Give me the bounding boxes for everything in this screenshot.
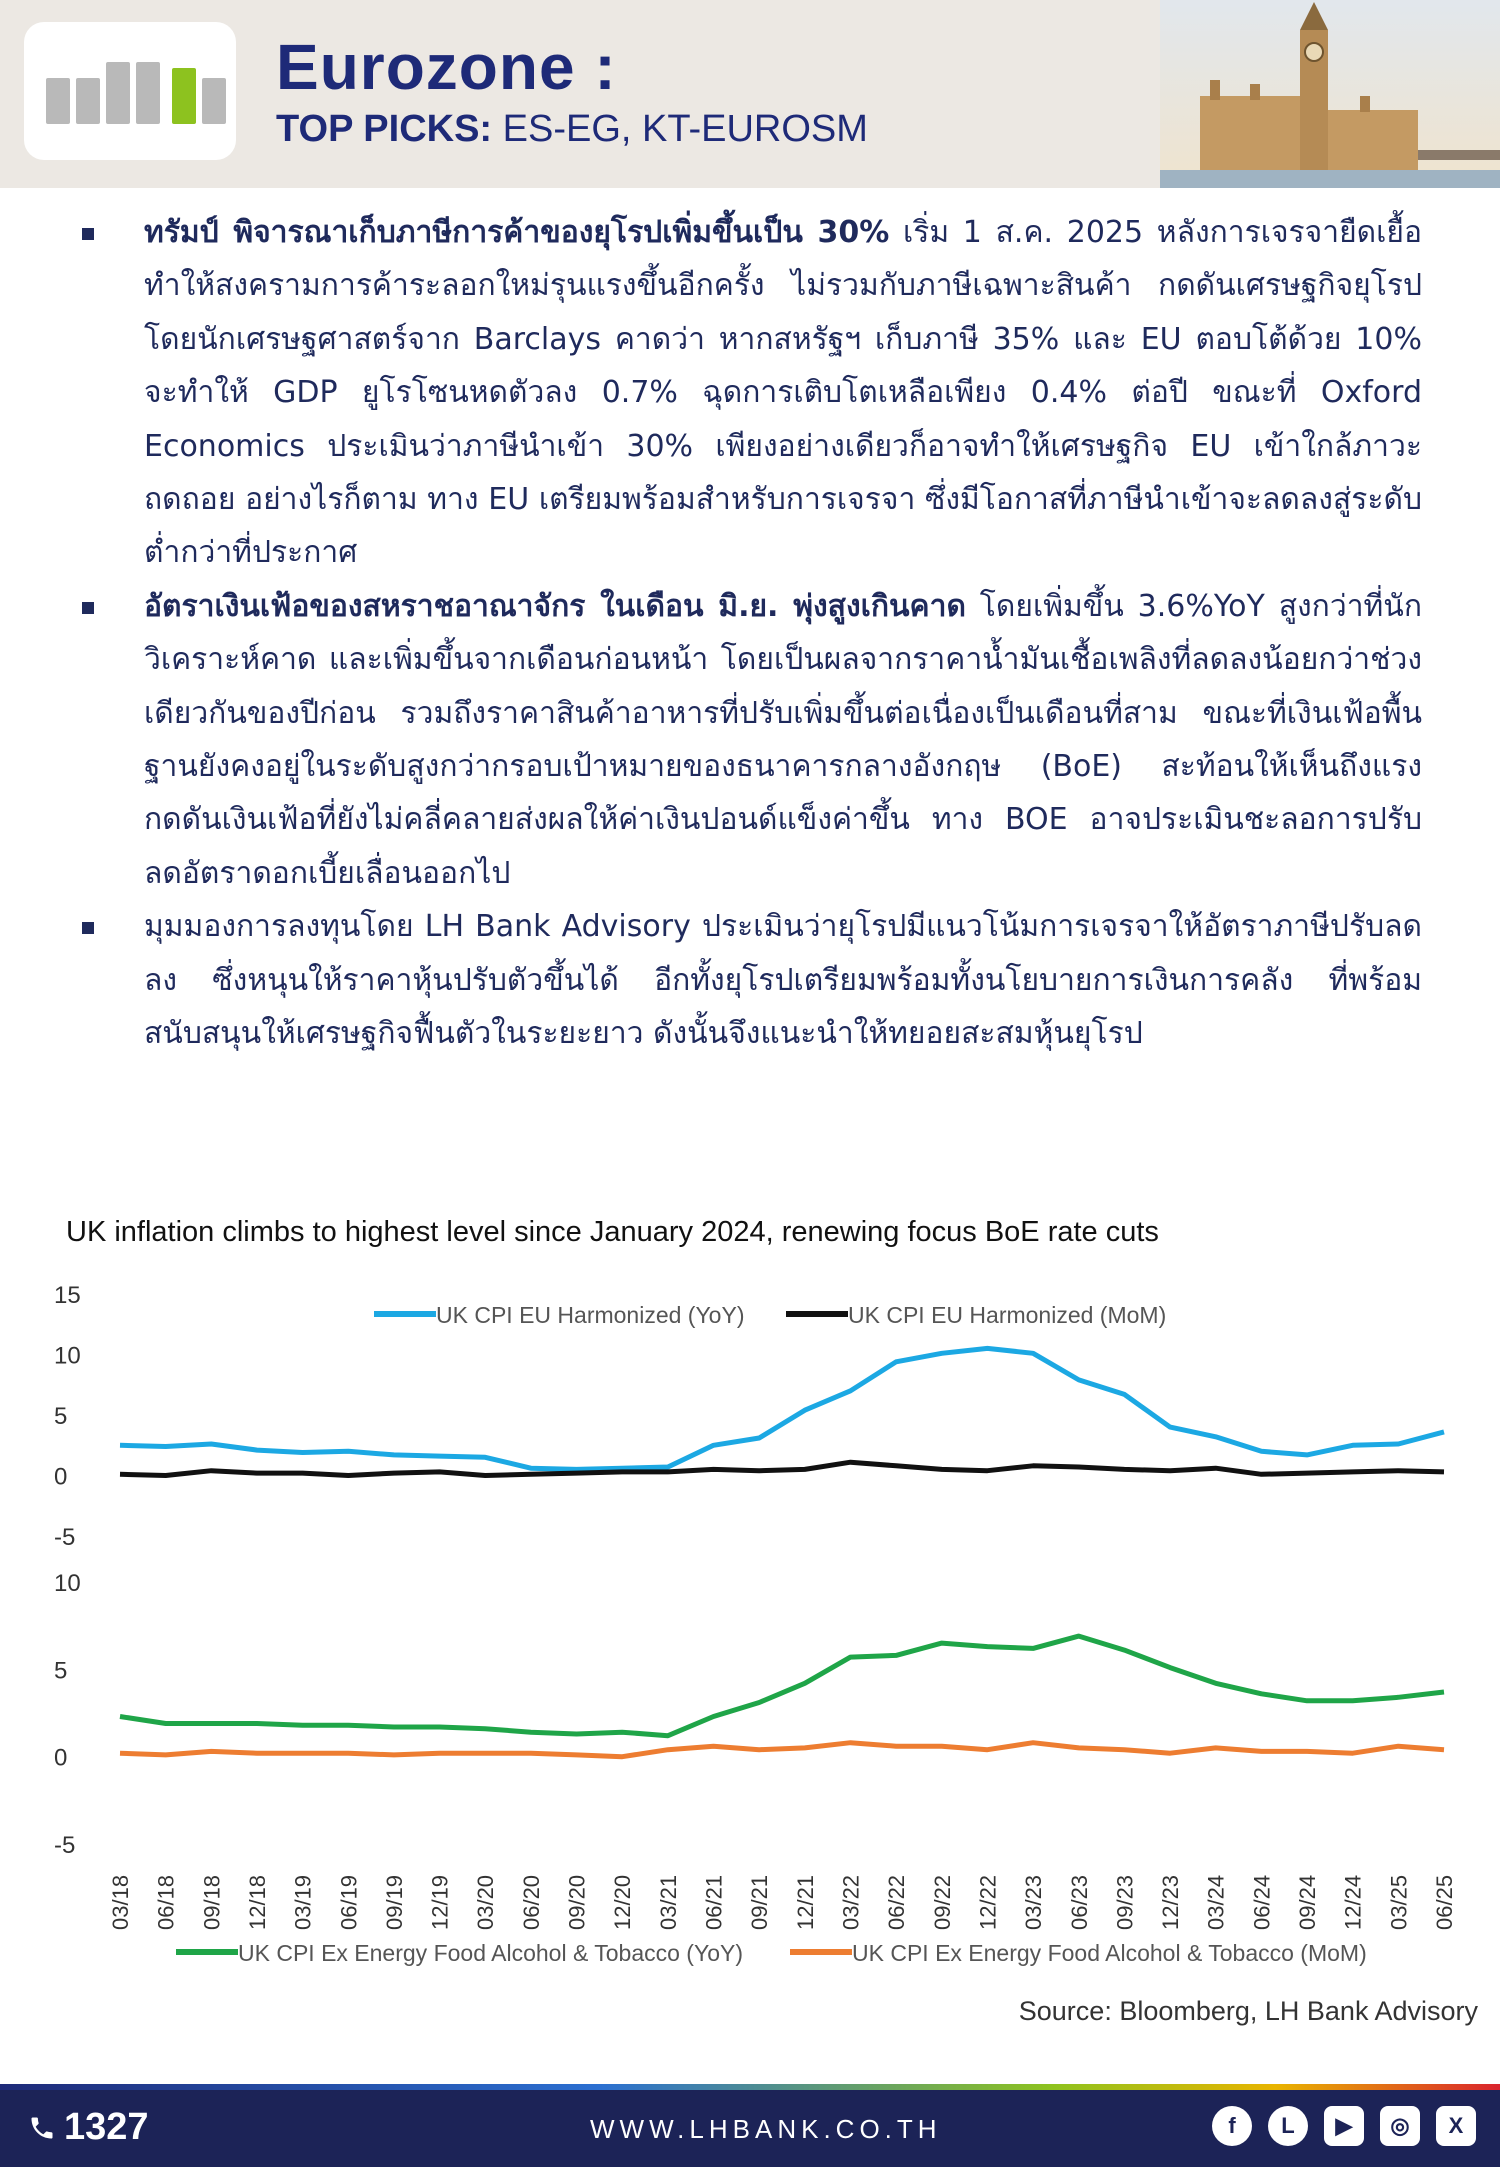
phone-contact[interactable] (28, 2106, 149, 2149)
y-tick-label: 0 (54, 1463, 68, 1491)
y-tick-label: 15 (54, 1282, 81, 1309)
legend-label: UK CPI Ex Energy Food Alcohol & Tobacco (YoY) (238, 1940, 743, 1966)
y-tick-label: 5 (54, 1657, 68, 1685)
x-tick-label: 12/21 (792, 1874, 818, 1930)
x-tick-label: 06/25 (1432, 1874, 1457, 1930)
logo-bar (202, 78, 226, 124)
youtube-icon[interactable]: ▶ (1324, 2106, 1364, 2146)
x-tick-label: 06/23 (1066, 1874, 1092, 1930)
subtitle-rest: ES-EG, KT-EUROSM (492, 108, 868, 150)
bullet-list (82, 206, 1422, 1061)
x-tick-label: 09/19 (381, 1874, 407, 1930)
bullet-item (82, 900, 1422, 1060)
page-title: Eurozone : (276, 31, 617, 103)
chart-source: Source: Bloomberg, LH Bank Advisory (1018, 1996, 1478, 2026)
x-tick-label: 12/22 (975, 1874, 1001, 1930)
x-tick-label: 12/24 (1340, 1874, 1366, 1930)
subtitle-bold: TOP PICKS: (276, 108, 493, 150)
bullet-heading: ทรัมป์ พิจารณาเก็บภาษีการค้าของยุโรปเพิ่มขึ้นเป็น 30% (144, 215, 890, 250)
bullet-heading: อัตราเงินเฟ้อของสหราชอาณาจักร ในเดือน มิ.ย. พุ่งสูงเกินคาด (144, 588, 966, 624)
y-tick-label: -5 (54, 1524, 76, 1551)
phone-number: 1327 (64, 2106, 149, 2148)
inflation-chart (0, 1270, 1500, 1970)
x-tick-label: 12/20 (610, 1874, 636, 1930)
london-skyline-image (1160, 0, 1500, 188)
x-tick-label: 09/24 (1295, 1874, 1321, 1930)
x-tick-label: 06/22 (884, 1874, 910, 1930)
y-tick-label: 0 (54, 1744, 68, 1772)
bullet-item (82, 206, 1422, 580)
series-line (120, 1743, 1444, 1757)
y-tick-label: 10 (54, 1570, 81, 1597)
logo-bar (106, 62, 130, 124)
x-tick-label: 03/19 (290, 1874, 316, 1930)
facebook-icon[interactable]: f (1212, 2106, 1252, 2146)
instagram-icon[interactable]: ◎ (1380, 2106, 1420, 2146)
x-tick-label: 03/23 (1021, 1874, 1047, 1930)
x-tick-label: 12/23 (1158, 1874, 1184, 1930)
chart-title: UK inflation climbs to highest level since January 2024, renewing focus BoE rate cuts (66, 1216, 1159, 1248)
legend-label: UK CPI EU Harmonized (MoM) (848, 1302, 1167, 1328)
x-tick-label: 09/23 (1112, 1874, 1138, 1930)
x-tick-label: 06/19 (336, 1874, 362, 1930)
line-icon[interactable]: L (1268, 2106, 1308, 2146)
logo-bar (76, 78, 100, 124)
x-tick-label: 09/18 (199, 1874, 225, 1930)
social-links (1212, 2106, 1476, 2146)
series-line (120, 1636, 1444, 1736)
x-icon[interactable]: X (1436, 2106, 1476, 2146)
bullet-item (82, 580, 1422, 900)
bullet-text: มุมมองการลงทุนโดย LH Bank Advisory ประเมินว่ายุโรปมีแนวโน้มการเจรจาให้อัตราภาษีปรับลดลง ซึ่งหนุนให้ราคาหุ้นปรับตัวขึ้นได้ อีกทั้งยุโรปเตรียมพร้อมทั้งนโยบายการเงินการคลัง ที่พร้อมสนับสนุนให้เศรษฐกิจฟื้นตัวในระยะยาว ดังนั้นจึงแนะนำให้ทยอยสะสมหุ้นยุโรป (144, 909, 1422, 1052)
y-tick-label: 10 (54, 1342, 81, 1370)
x-tick-label: 03/25 (1386, 1874, 1412, 1930)
x-tick-label: 03/24 (1203, 1874, 1229, 1930)
legend-label: UK CPI EU Harmonized (YoY) (436, 1302, 745, 1328)
series-line (120, 1462, 1444, 1475)
bullet-text: โดยเพิ่มขึ้น 3.6%YoY สูงกว่าที่นักวิเคราะห์คาด และเพิ่มขึ้นจากเดือนก่อนหน้า โดยเป็นผลจากราคาน้ำมันเชื้อเพลิงที่ลดลงน้อยกว่าช่วงเดียวกันของปีก่อน รวมถึงราคาสินค้าอาหารที่ปรับเพิ่มขึ้นต่อเนื่องเป็นเดือนที่สาม ขณะที่เงินเฟ้อพื้นฐานยังคงอยู่ในระดับสูงกว่ากรอบเป้าหมายของธนาคารกลางอังกฤษ (BoE) สะท้อนให้เห็นถึงแรงกดดันเงินเฟ้อที่ยังไม่คลี่คลายส่งผลให้ค่าเงินปอนด์แข็งค่าขึ้น ทาง BOE อาจประเมินชะลอการปรับลดอัตราดอกเบี้ยเลื่อนออกไป (144, 588, 1422, 891)
y-tick-label: 5 (54, 1403, 68, 1430)
x-tick-label: 06/20 (518, 1874, 544, 1930)
x-tick-label: 12/19 (427, 1874, 453, 1930)
page-subtitle (276, 108, 868, 151)
x-tick-label: 09/20 (564, 1874, 590, 1930)
bullet-text: เริ่ม 1 ส.ค. 2025 หลังการเจรจายืดเยื้อ ทำให้สงครามการค้าระลอกใหม่รุนแรงขึ้นอีกครั้ง ไม่รวมกับภาษีเฉพาะสินค้า กดดันเศรษฐกิจยุโรป โดยนักเศรษฐศาสตร์จาก Barclays คาดว่า หากสหรัฐฯ เก็บภาษี 35% และ EU ตอบโต้ด้วย 10% จะทำให้ GDP ยูโรโซนหดตัวลง 0.7% ฉุดการเติบโตเหลือเพียง 0.4% ต่อปี ขณะที่ Oxford Economics ประเมินว่าภาษีนำเข้า 30% เพียงอย่างเดียวก็อาจทำให้เศรษฐกิจ EU เข้าใกล้ภาวะถดถอย อย่างไรก็ตาม ทาง EU เตรียมพร้อมสำหรับการเจรจา ซึ่งมีโอกาสที่ภาษีนำเข้าจะลดลงสู่ระดับต่ำกว่าที่ประกาศ (144, 215, 1422, 571)
x-tick-label: 03/21 (655, 1874, 681, 1930)
website-link[interactable]: WWW.LHBANK.CO.TH (590, 2114, 942, 2144)
x-tick-label: 12/18 (244, 1874, 270, 1930)
bullet-marker (82, 922, 94, 934)
x-tick-label: 06/18 (153, 1874, 179, 1930)
bullet-marker (82, 228, 94, 240)
lh-bank-logo (24, 22, 236, 160)
x-tick-label: 09/22 (929, 1874, 955, 1930)
series-line (120, 1348, 1444, 1469)
phone-icon (28, 2114, 56, 2142)
x-tick-label: 06/24 (1249, 1874, 1275, 1930)
logo-bar (136, 62, 160, 124)
legend-label: UK CPI Ex Energy Food Alcohol & Tobacco (MoM) (852, 1940, 1367, 1966)
y-tick-label: -5 (54, 1832, 76, 1859)
x-tick-label: 03/18 (108, 1874, 133, 1930)
logo-bar (46, 78, 70, 124)
logo-bar-green (172, 68, 196, 124)
x-tick-label: 03/22 (838, 1874, 864, 1930)
x-tick-label: 09/21 (747, 1874, 773, 1930)
page-header (0, 0, 1500, 188)
x-tick-label: 06/21 (701, 1874, 727, 1930)
bullet-marker (82, 602, 94, 614)
x-tick-label: 03/20 (473, 1874, 499, 1930)
page-footer (0, 2090, 1500, 2167)
